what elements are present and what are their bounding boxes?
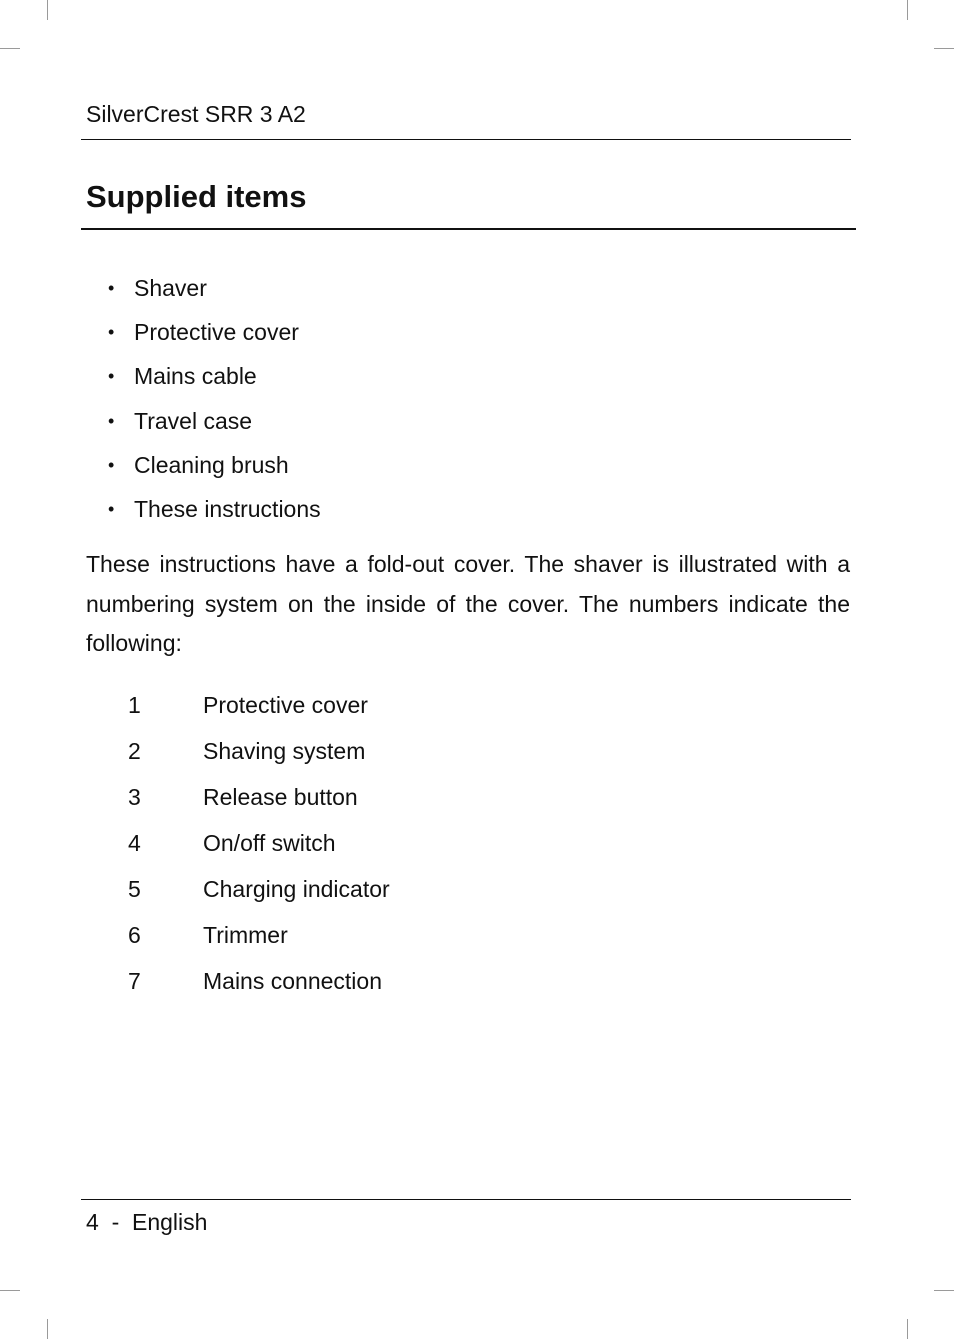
crop-mark bbox=[0, 1290, 20, 1291]
running-header: SilverCrest SRR 3 A2 bbox=[86, 101, 306, 127]
body-paragraph: These instructions have a fold-out cover. The shaver is illustrated with a numbering system on the inside of the cover. The numbers indicate the following: bbox=[86, 551, 850, 656]
list-item-label: Shaver bbox=[134, 275, 207, 301]
list-item bbox=[108, 447, 321, 491]
supplied-items-list bbox=[108, 270, 321, 535]
crop-mark bbox=[0, 48, 20, 49]
bullet-marker: • bbox=[108, 366, 115, 387]
list-item bbox=[108, 314, 321, 358]
component-item bbox=[128, 733, 390, 779]
component-label: Trimmer bbox=[203, 922, 288, 948]
component-label: Release button bbox=[203, 784, 358, 810]
component-label: Charging indicator bbox=[203, 876, 390, 902]
list-item-label: Mains cable bbox=[134, 363, 257, 390]
page-footer: 4 - English bbox=[86, 1209, 208, 1235]
components-list bbox=[128, 687, 390, 1009]
crop-mark bbox=[934, 1290, 954, 1291]
component-number: 3 bbox=[128, 784, 141, 810]
bullet-marker: • bbox=[108, 498, 115, 519]
component-item bbox=[128, 825, 390, 871]
component-number: 1 bbox=[128, 692, 141, 718]
list-item bbox=[108, 491, 321, 535]
component-number: 5 bbox=[128, 876, 141, 902]
crop-mark bbox=[47, 1319, 48, 1339]
list-item bbox=[108, 358, 321, 402]
component-number: 4 bbox=[128, 830, 141, 856]
component-label: Protective cover bbox=[203, 692, 368, 718]
list-item-label: Protective cover bbox=[134, 319, 299, 346]
bullet-marker: • bbox=[108, 454, 115, 475]
component-number: 2 bbox=[128, 738, 141, 764]
component-item bbox=[128, 871, 390, 917]
header-rule bbox=[81, 139, 851, 140]
crop-mark bbox=[907, 1319, 908, 1339]
component-item bbox=[128, 779, 390, 825]
component-item bbox=[128, 917, 390, 963]
component-label: Shaving system bbox=[203, 738, 366, 764]
list-item bbox=[108, 270, 321, 314]
component-label: Mains connection bbox=[203, 968, 382, 994]
list-item bbox=[108, 403, 321, 447]
crop-mark bbox=[47, 0, 48, 20]
component-number: 7 bbox=[128, 968, 141, 994]
component-label: On/off switch bbox=[203, 830, 336, 856]
component-item bbox=[128, 963, 390, 1009]
list-item-label: Cleaning brush bbox=[134, 451, 289, 478]
section-title-rule bbox=[81, 228, 856, 230]
crop-mark bbox=[934, 48, 954, 49]
footer-rule bbox=[81, 1199, 851, 1200]
crop-mark bbox=[907, 0, 908, 20]
bullet-marker: • bbox=[108, 322, 115, 343]
list-item-label: These instructions bbox=[134, 495, 321, 522]
bullet-marker: • bbox=[108, 410, 115, 431]
section-title: Supplied items bbox=[86, 179, 307, 214]
component-item bbox=[128, 687, 390, 733]
list-item-label: Travel case bbox=[134, 407, 253, 434]
bullet-marker: • bbox=[108, 278, 115, 298]
component-number: 6 bbox=[128, 922, 141, 948]
